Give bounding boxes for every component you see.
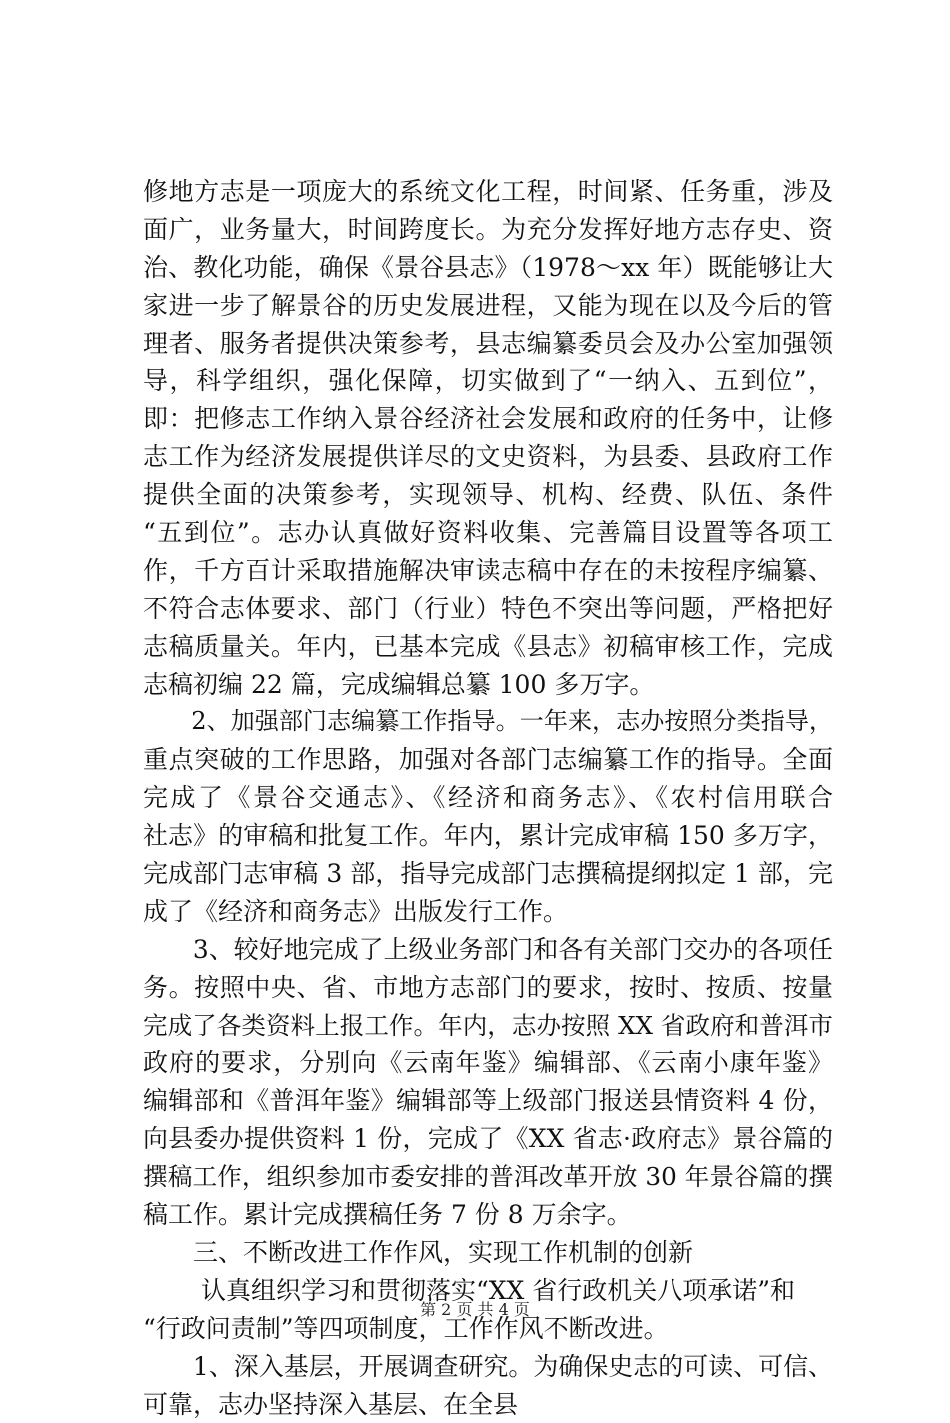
text-line: 面广，业务量大，时间跨度长。为充分发挥好地方志存史、资 [143, 211, 833, 249]
text-line: 稿工作。累计完成撰稿任务 7 份 8 万余字。 [143, 1196, 833, 1234]
text-line: 治、教化功能，确保《景谷县志》（1978～xx 年）既能够让大 [143, 249, 833, 287]
page-footer: 第 2 页 共 4 页 [0, 1297, 950, 1320]
text-line: 编辑部和《普洱年鉴》编辑部等上级部门报送县情资料 4 份， [143, 1082, 833, 1120]
text-line: 志工作为经济发展提供详尽的文史资料，为县委、县政府工作 [143, 438, 833, 476]
text-line: 可靠，志办坚持深入基层、在全县 [143, 1386, 833, 1423]
text-line: 志稿初编 22 篇，完成编辑总纂 100 多万字。 [143, 666, 833, 704]
text-line: 提供全面的决策参考，实现领导、机构、经费、队伍、条件 [143, 476, 833, 514]
text-line: 即：把修志工作纳入景谷经济社会发展和政府的任务中，让修 [143, 400, 833, 438]
text-line: 务。按照中央、省、市地方志部门的要求，按时、按质、按量 [143, 969, 833, 1007]
text-line: 不符合志体要求、部门（行业）特色不突出等问题，严格把好 [143, 590, 833, 628]
text-line: “行政问责制”等四项制度，工作作风不断改进。 [143, 1310, 833, 1348]
text-line: 志稿质量关。年内，已基本完成《县志》初稿审核工作，完成 [143, 628, 833, 666]
text-line: 修地方志是一项庞大的系统文化工程，时间紧、任务重，涉及 [143, 173, 833, 211]
text-line: “五到位”。志办认真做好资料收集、完善篇目设置等各项工 [143, 514, 833, 552]
text-line: 认真组织学习和贯彻落实“XX 省行政机关八项承诺”和 [143, 1272, 833, 1310]
text-line: 理者、服务者提供决策参考，县志编纂委员会及办公室加强领 [143, 325, 833, 363]
text-line: 1、深入基层，开展调查研究。为确保史志的可读、可信、 [143, 1348, 833, 1386]
text-line: 家进一步了解景谷的历史发展进程，又能为现在以及今后的管 [143, 287, 833, 325]
text-line: 导，科学组织，强化保障，切实做到了“一纳入、五到位”， [143, 362, 833, 400]
text-line: 完成了各类资料上报工作。年内，志办按照 XX 省政府和普洱市 [143, 1007, 833, 1045]
text-line: 完成了《景谷交通志》、《经济和商务志》、《农村信用联合 [143, 779, 833, 817]
text-line: 完成部门志审稿 3 部，指导完成部门志撰稿提纲拟定 1 部，完 [143, 855, 833, 893]
document-body [143, 173, 833, 1423]
text-line: 社志》的审稿和批复工作。年内，累计完成审稿 150 多万字， [143, 817, 833, 855]
text-line: 成了《经济和商务志》出版发行工作。 [143, 893, 833, 931]
text-line: 向县委办提供资料 1 份，完成了《XX 省志·政府志》景谷篇的 [143, 1120, 833, 1158]
text-line: 作，千方百计采取措施解决审读志稿中存在的未按程序编纂、 [143, 552, 833, 590]
text-line: 三、不断改进工作作风，实现工作机制的创新 [143, 1234, 833, 1272]
text-line: 重点突破的工作思路，加强对各部门志编纂工作的指导。全面 [143, 741, 833, 779]
text-line: 撰稿工作，组织参加市委安排的普洱改革开放 30 年景谷篇的撰 [143, 1158, 833, 1196]
text-line: 2、加强部门志编纂工作指导。一年来，志办按照分类指导， [143, 703, 833, 741]
text-line: 政府的要求，分别向《云南年鉴》编辑部、《云南小康年鉴》 [143, 1044, 833, 1082]
text-line: 3、较好地完成了上级业务部门和各有关部门交办的各项任 [143, 931, 833, 969]
